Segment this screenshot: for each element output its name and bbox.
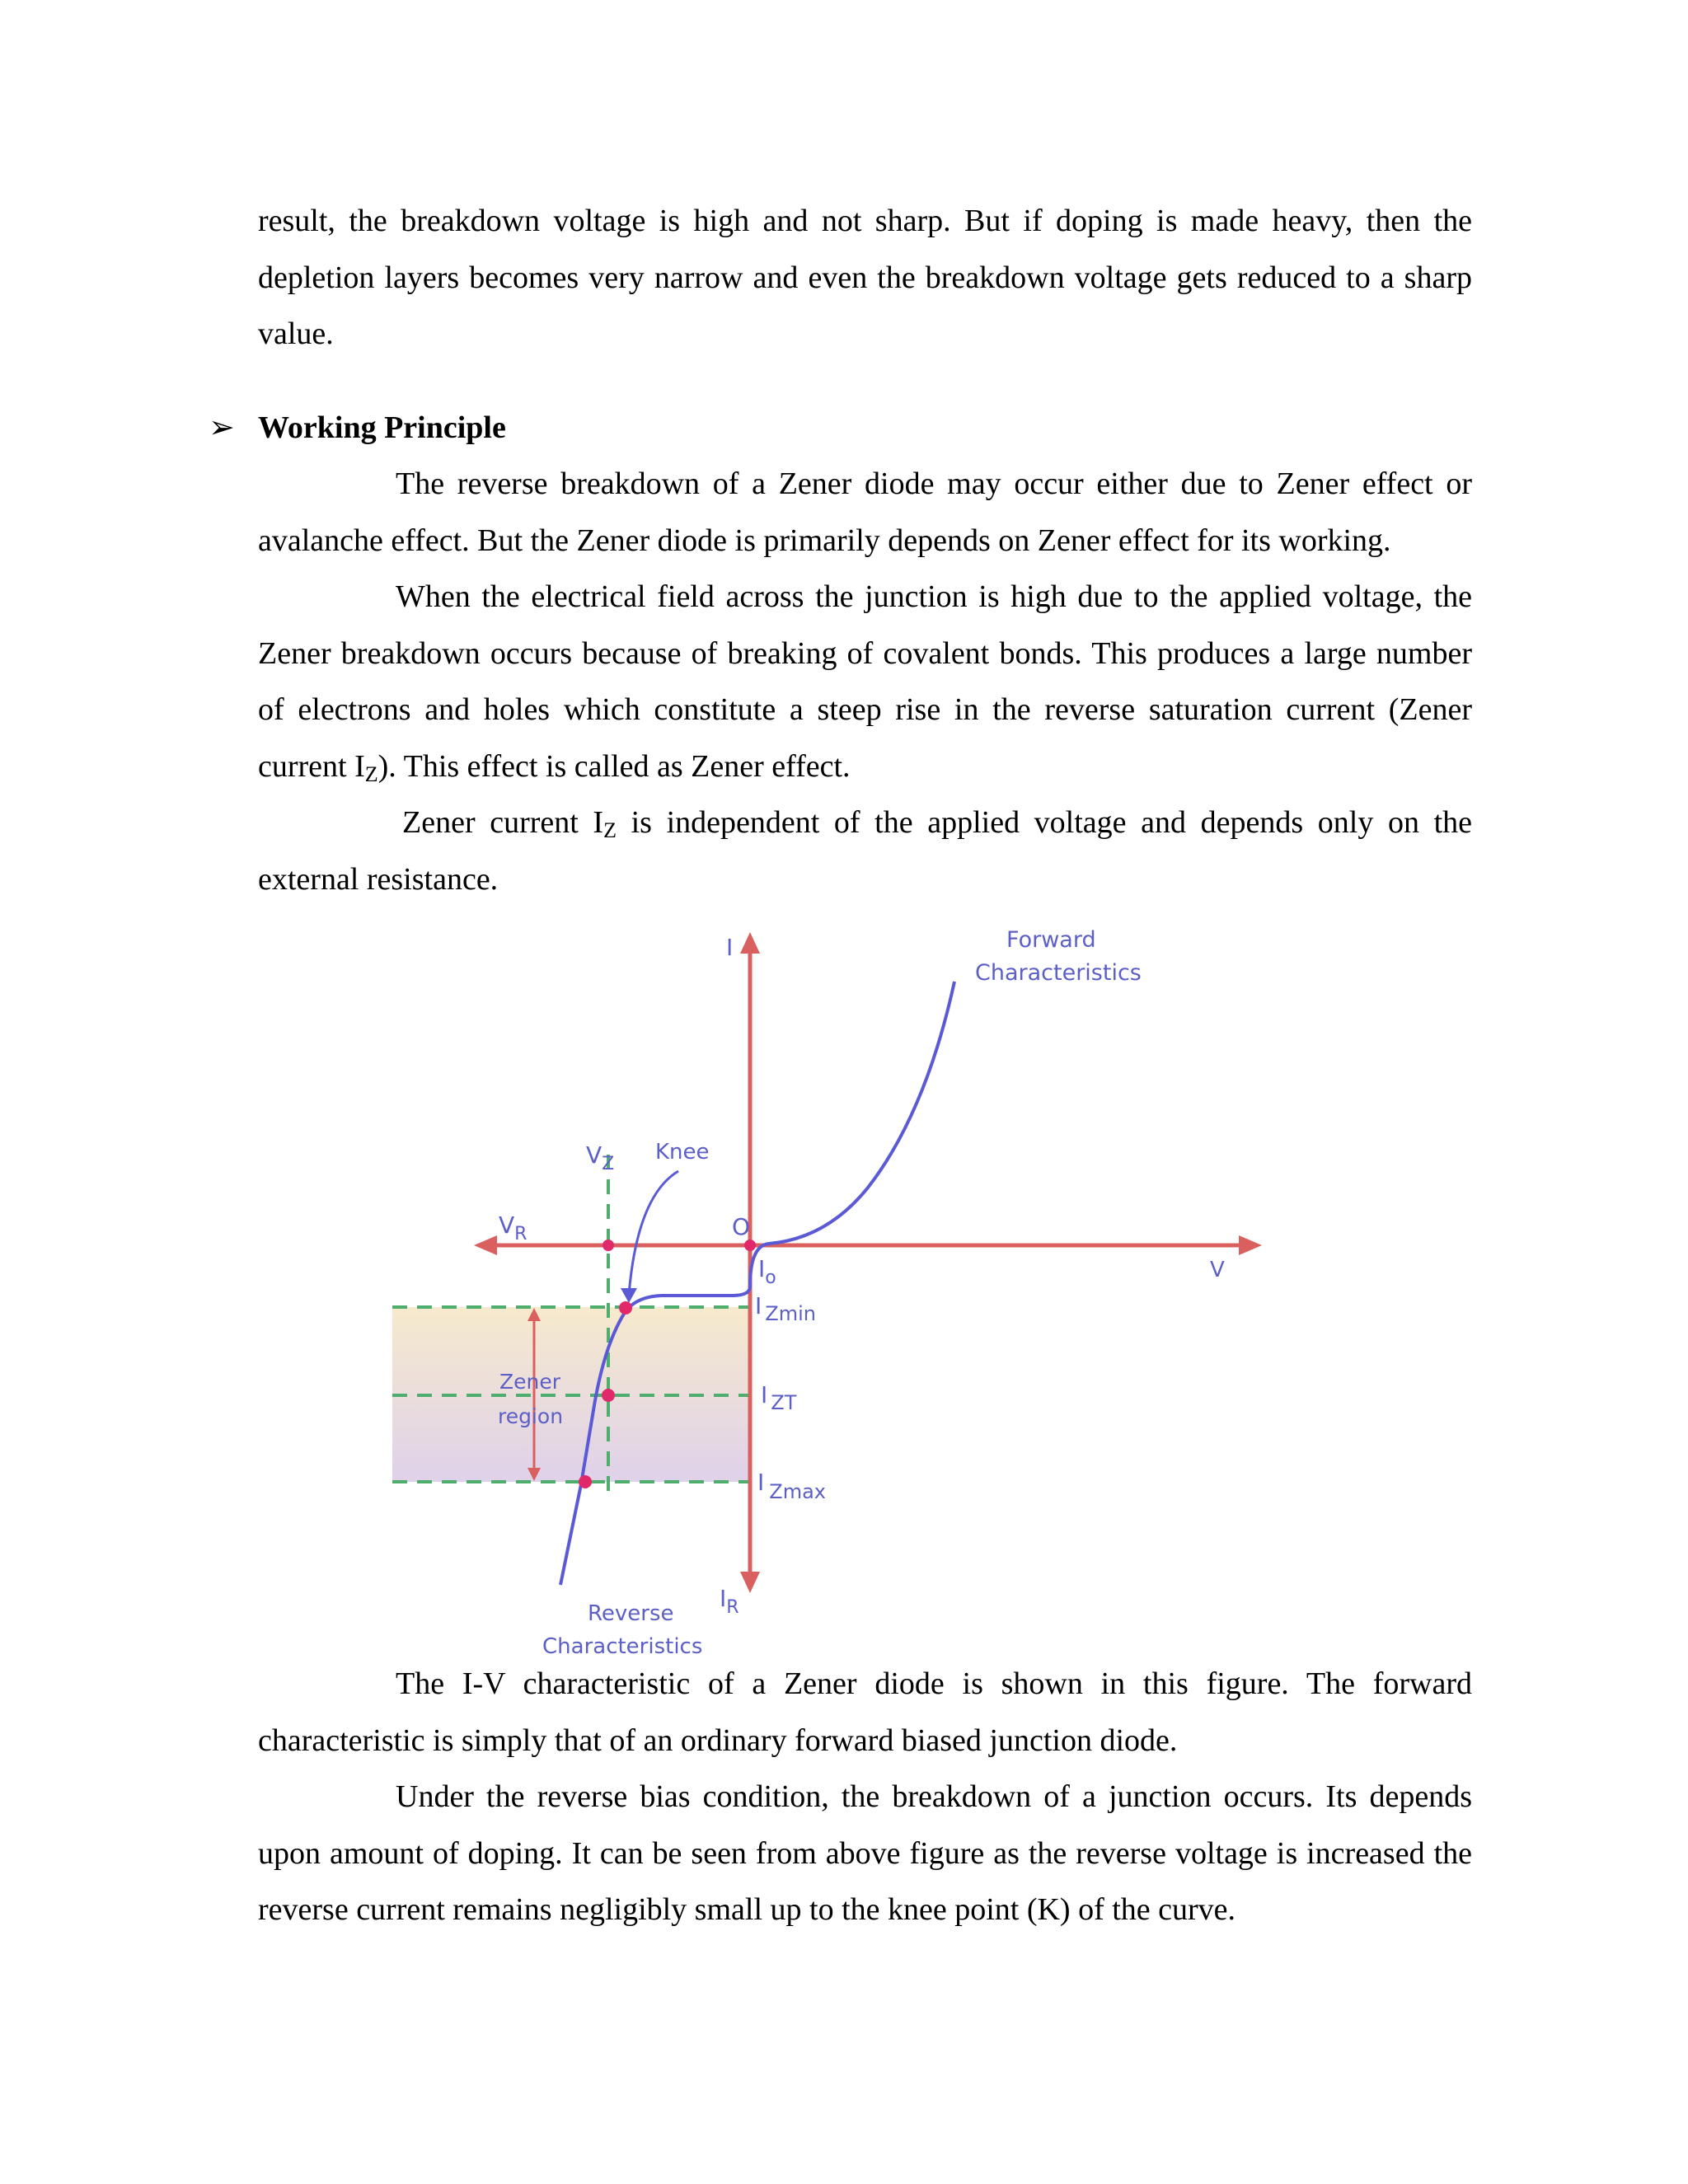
label-knee: Knee: [655, 1140, 710, 1165]
paragraph-reverse-bias: Under the reverse bias condition, the breakdown of a junction occurs. Its depends upon amount of doping. It can be seen from above figure as the reverse voltage is increased the reverse current remains negligibly small up to the knee point (K) of the curve.: [258, 1779, 1472, 1927]
label-voltage-axis: V: [1210, 1258, 1225, 1282]
label-reverse-1: Reverse: [588, 1601, 674, 1626]
document-page: [209, 193, 1472, 1938]
section-heading: [209, 400, 1472, 457]
label-zener-1: Zener: [499, 1370, 561, 1394]
axes: [474, 932, 1262, 1593]
heading-text: Working Principle: [258, 410, 506, 445]
arrow-bullet-icon: ➢: [209, 410, 235, 445]
knee-arrowhead: [621, 1288, 637, 1303]
label-io: $I_o$: [758, 1255, 776, 1288]
paragraph-intro: result, the breakdown voltage is high and not sharp. But if doping is made heavy, then the depletion layers becomes very narrow and even the breakdown voltage gets reduced to a sharp value.: [258, 204, 1472, 351]
paragraph-zener-current: Zener current $I_Z$ is independent of the applied voltage and depends only on the external resistance.: [258, 805, 1472, 897]
label-vz: $V_Z$: [586, 1141, 615, 1174]
paragraph-iv-characteristic: The I-V characteristic of a Zener diode is shown in this figure. The forward characteristic is simply that of an ordinary forward biased junction diode.: [258, 1666, 1472, 1758]
label-origin: O: [732, 1213, 751, 1240]
label-forward-1: Forward: [1006, 927, 1096, 953]
paragraph-reverse-breakdown: The reverse breakdown of a Zener diode may occur either due to Zener effect or avalanche effect. But the Zener diode is primarily depends on Zener effect for its working.: [258, 466, 1472, 558]
label-izmin: I Zmin: [755, 1292, 816, 1325]
iv-characteristic-diagram: [258, 916, 1472, 1656]
label-forward-2: Characteristics: [975, 960, 1142, 986]
label-reverse-2: Characteristics: [542, 1634, 703, 1656]
zener-iv-figure: [258, 916, 1472, 1656]
label-zener-2: region: [498, 1404, 564, 1428]
paragraph-zener-breakdown: When the electrical field across the junction is high due to the applied voltage, the Zener breakdown occurs because of breaking of covalent bonds. This produces a large number of electrons and holes which constitute a steep rise in the reverse saturation current (Zener current $I_Z$). This effect is called as Zener effect.: [258, 579, 1472, 786]
label-izt: I ZT: [761, 1381, 797, 1414]
label-vr: $V_R$: [499, 1212, 528, 1244]
label-current-axis: I: [726, 934, 734, 961]
knee-pointer: [629, 1171, 678, 1295]
label-ir: $I_R$: [720, 1585, 739, 1618]
label-izmax: I Zmax: [757, 1469, 826, 1503]
